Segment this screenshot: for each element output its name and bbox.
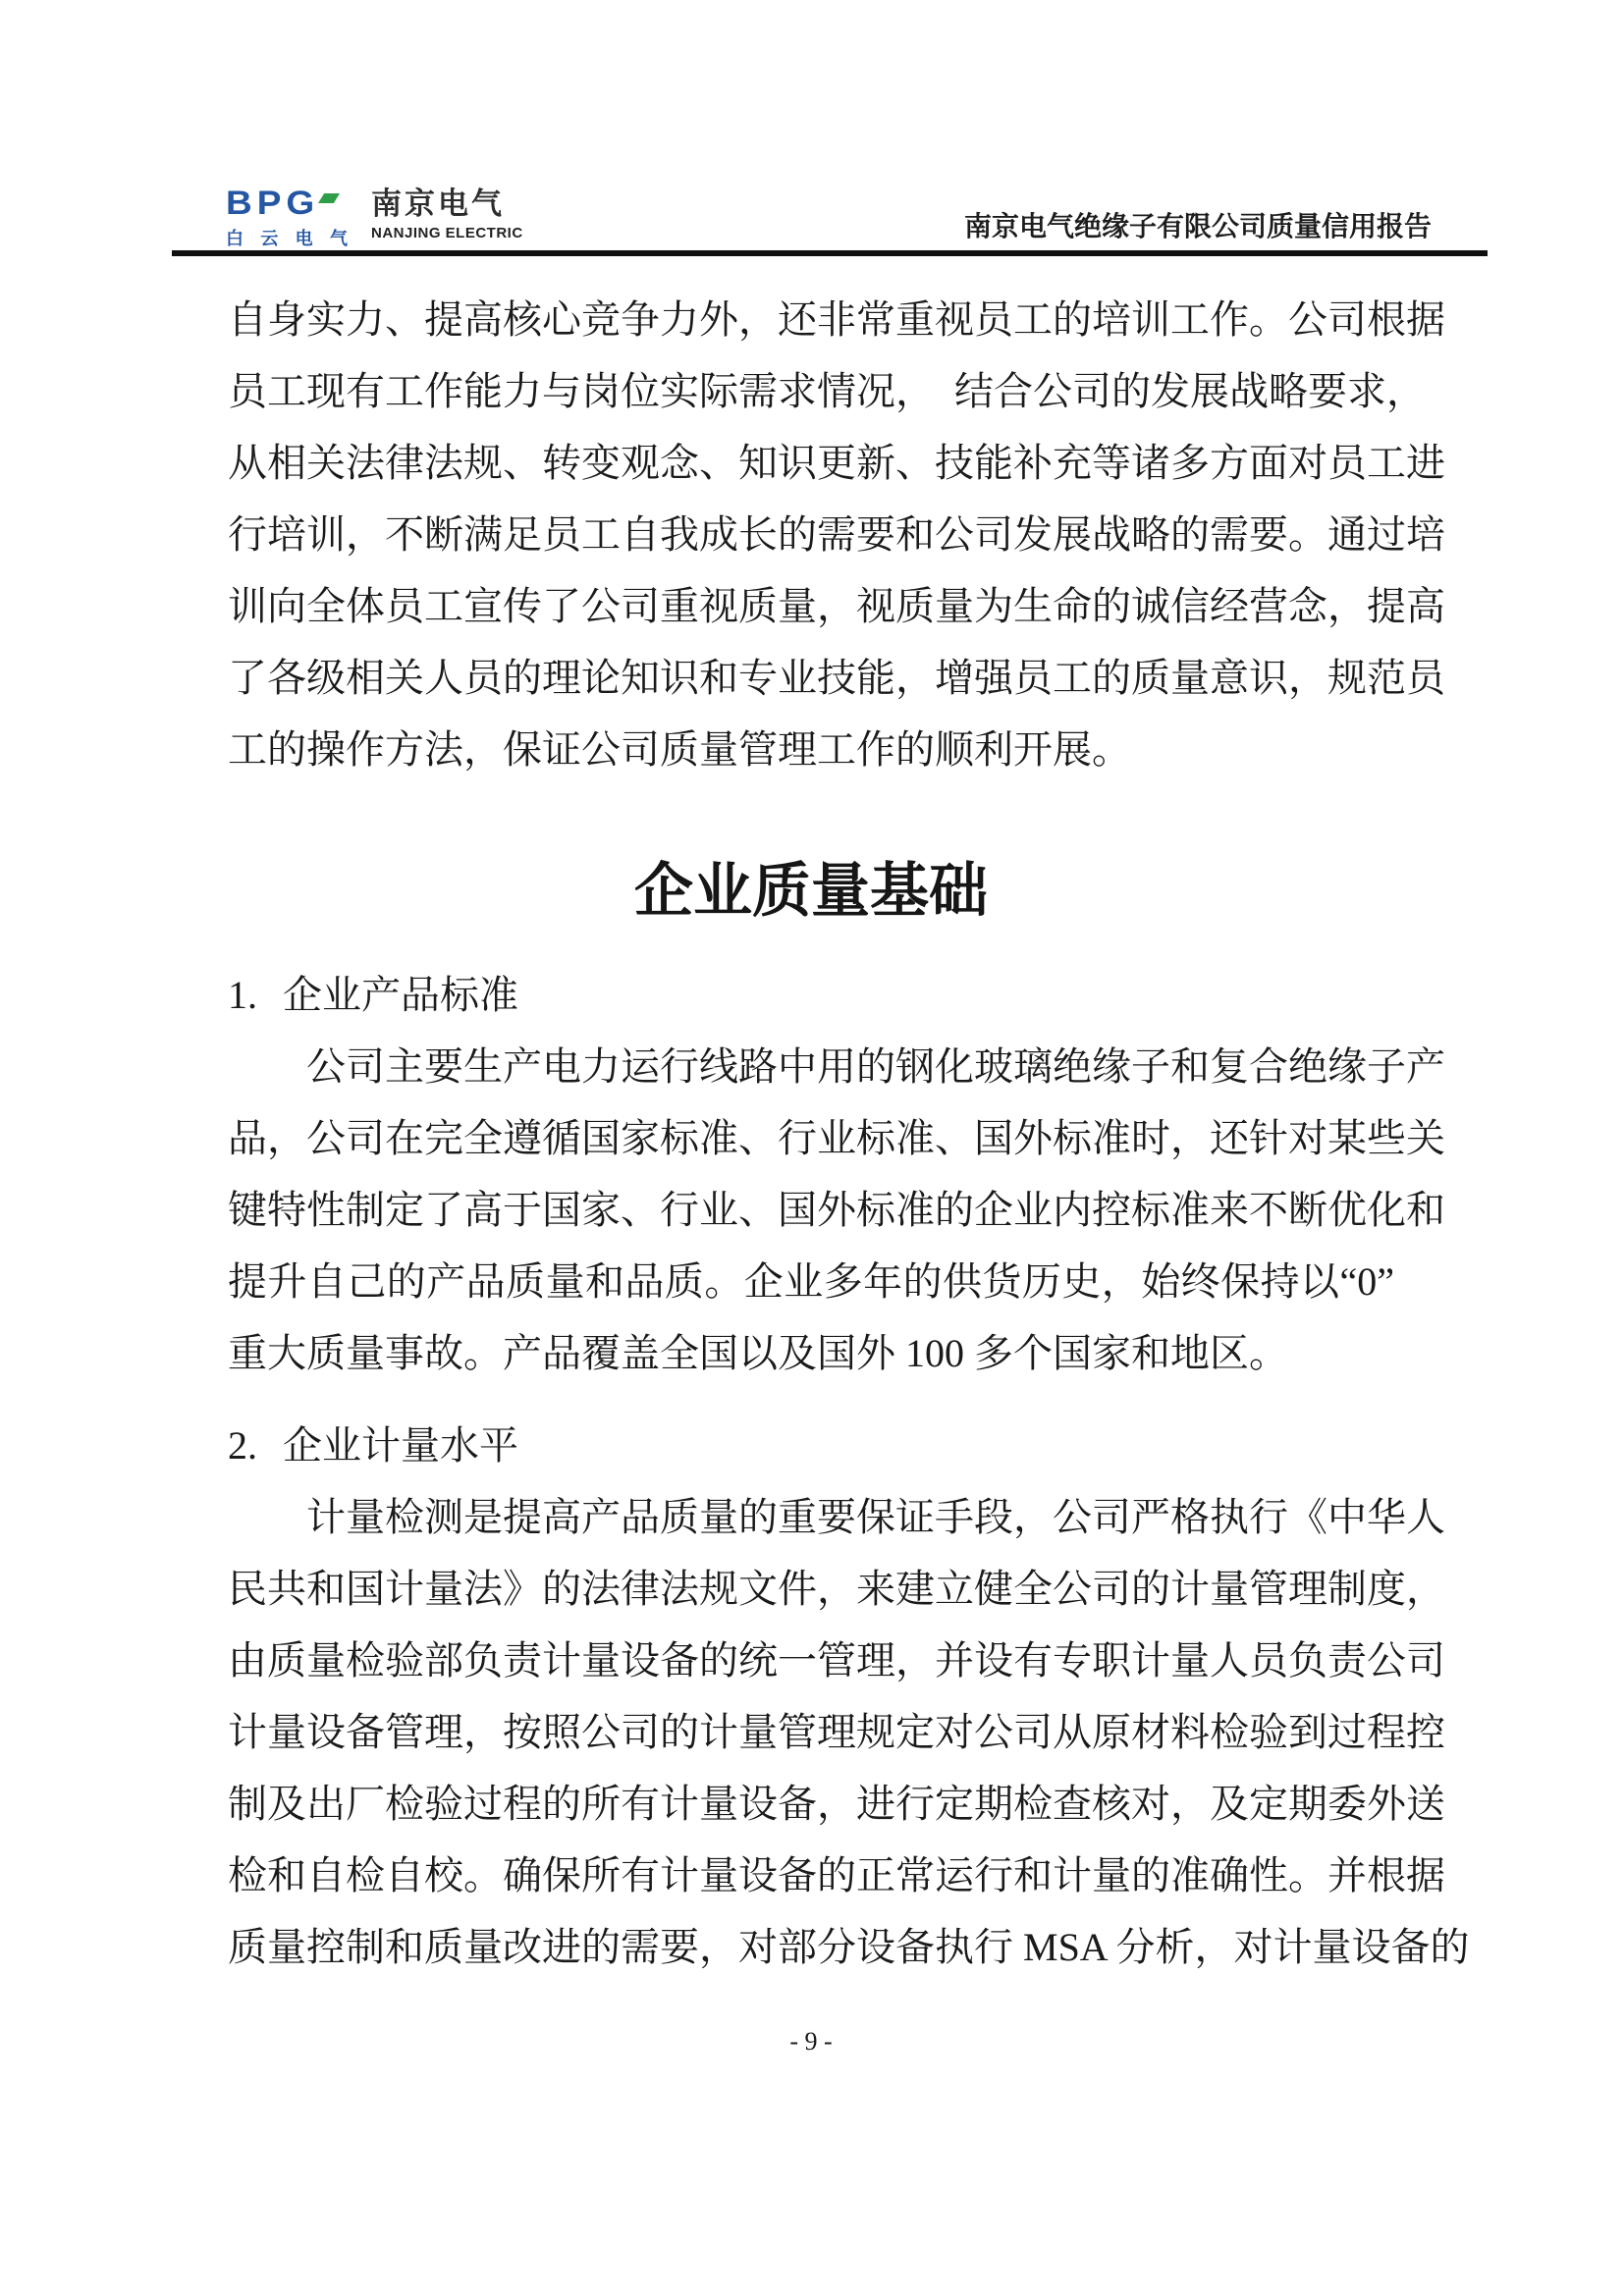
section-number: 1. [228, 973, 257, 1017]
intro-paragraph [228, 284, 1445, 785]
logo-sub-char: 云 [260, 229, 279, 248]
section-2-paragraph [228, 1481, 1470, 1983]
text-line: 行培训，不断满足员工自我成长的需要和公司发展战略的需要。通过培 [228, 512, 1445, 557]
page-footer [228, 2027, 1394, 2056]
document-body [228, 284, 1470, 2056]
text-line: 提升自己的产品质量和品质。企业多年的供货历史，始终保持以“0” [228, 1259, 1394, 1304]
text-line: 民共和国计量法》的法律法规文件，来建立健全公司的计量管理制度， [228, 1567, 1445, 1611]
bpg-logo-text: BPG [226, 184, 320, 222]
text-line: 品，公司在完全遵循国家标准、行业标准、国外标准时，还针对某些关 [228, 1116, 1445, 1160]
text-line: 质量控制和质量改进的需要，对部分设备执行 MSA 分析，对计量设备的 [228, 1925, 1470, 1969]
text-line: 训向全体员工宣传了公司重视质量，视质量为生命的诚信经营念，提高 [228, 584, 1445, 628]
logo-sub-char: 白 [226, 229, 244, 248]
text-line: 制及出厂检验过程的所有计量设备，进行定期检查核对，及定期委外送 [228, 1782, 1445, 1826]
text-line: 重大质量事故。产品覆盖全国以及国外 100 多个国家和地区。 [228, 1331, 1288, 1375]
text-line: 公司主要生产电力运行线路中用的钢化玻璃绝缘子和复合绝缘子产 [306, 1044, 1445, 1089]
logo-sub-char: 电 [295, 229, 313, 248]
logo-sub-char: 气 [329, 229, 348, 248]
company-name-block [371, 188, 523, 241]
text-line: 自身实力、提高核心竞争力外，还非常重视员工的培训工作。公司根据 [228, 297, 1445, 342]
company-name-en: NANJING ELECTRIC [371, 225, 523, 241]
section-number: 2. [228, 1423, 257, 1468]
chapter-title: 企业质量基础 [634, 859, 988, 924]
company-logo [226, 184, 348, 250]
section-title: 企业计量水平 [283, 1423, 518, 1468]
text-line: 工的操作方法，保证公司质量管理工作的顺利开展。 [228, 727, 1131, 772]
text-line: 了各级相关人员的理论知识和专业技能，增强员工的质量意识，规范员 [228, 656, 1445, 700]
logo-subtitle-cn [226, 225, 348, 250]
text-line: 从相关法律法规、转变观念、知识更新、技能补充等诸多方面对员工进 [228, 441, 1445, 485]
section-heading-2 [228, 1410, 1394, 1481]
header-divider [172, 250, 1488, 256]
text-line: 由质量检验部负责计量设备的统一管理，并设有专职计量人员负责公司 [228, 1638, 1445, 1682]
section-1-paragraph [228, 1031, 1445, 1389]
text-line: 计量检测是提高产品质量的重要保证手段，公司严格执行《中华人 [306, 1495, 1445, 1539]
page-header [0, 0, 1624, 250]
section-title: 企业产品标准 [283, 973, 518, 1017]
page-number: - 9 - [789, 2027, 833, 2056]
company-name-cn: 南京电气 [371, 187, 505, 221]
text-line: 计量设备管理，按照公司的计量管理规定对公司从原材料检验到过程控 [228, 1710, 1445, 1754]
section-heading-1 [228, 959, 1394, 1031]
text-line: 检和自检自校。确保所有计量设备的正常运行和计量的准确性。并根据 [228, 1853, 1445, 1897]
text-line: 键特性制定了高于国家、行业、国外标准的企业内控标准来不断优化和 [228, 1188, 1445, 1232]
text-line: 员工现有工作能力与岗位实际需求情况， 结合公司的发展战略要求， [228, 369, 1426, 413]
header-doc-title: 南京电气绝缘子有限公司质量信用报告 [963, 211, 1432, 241]
